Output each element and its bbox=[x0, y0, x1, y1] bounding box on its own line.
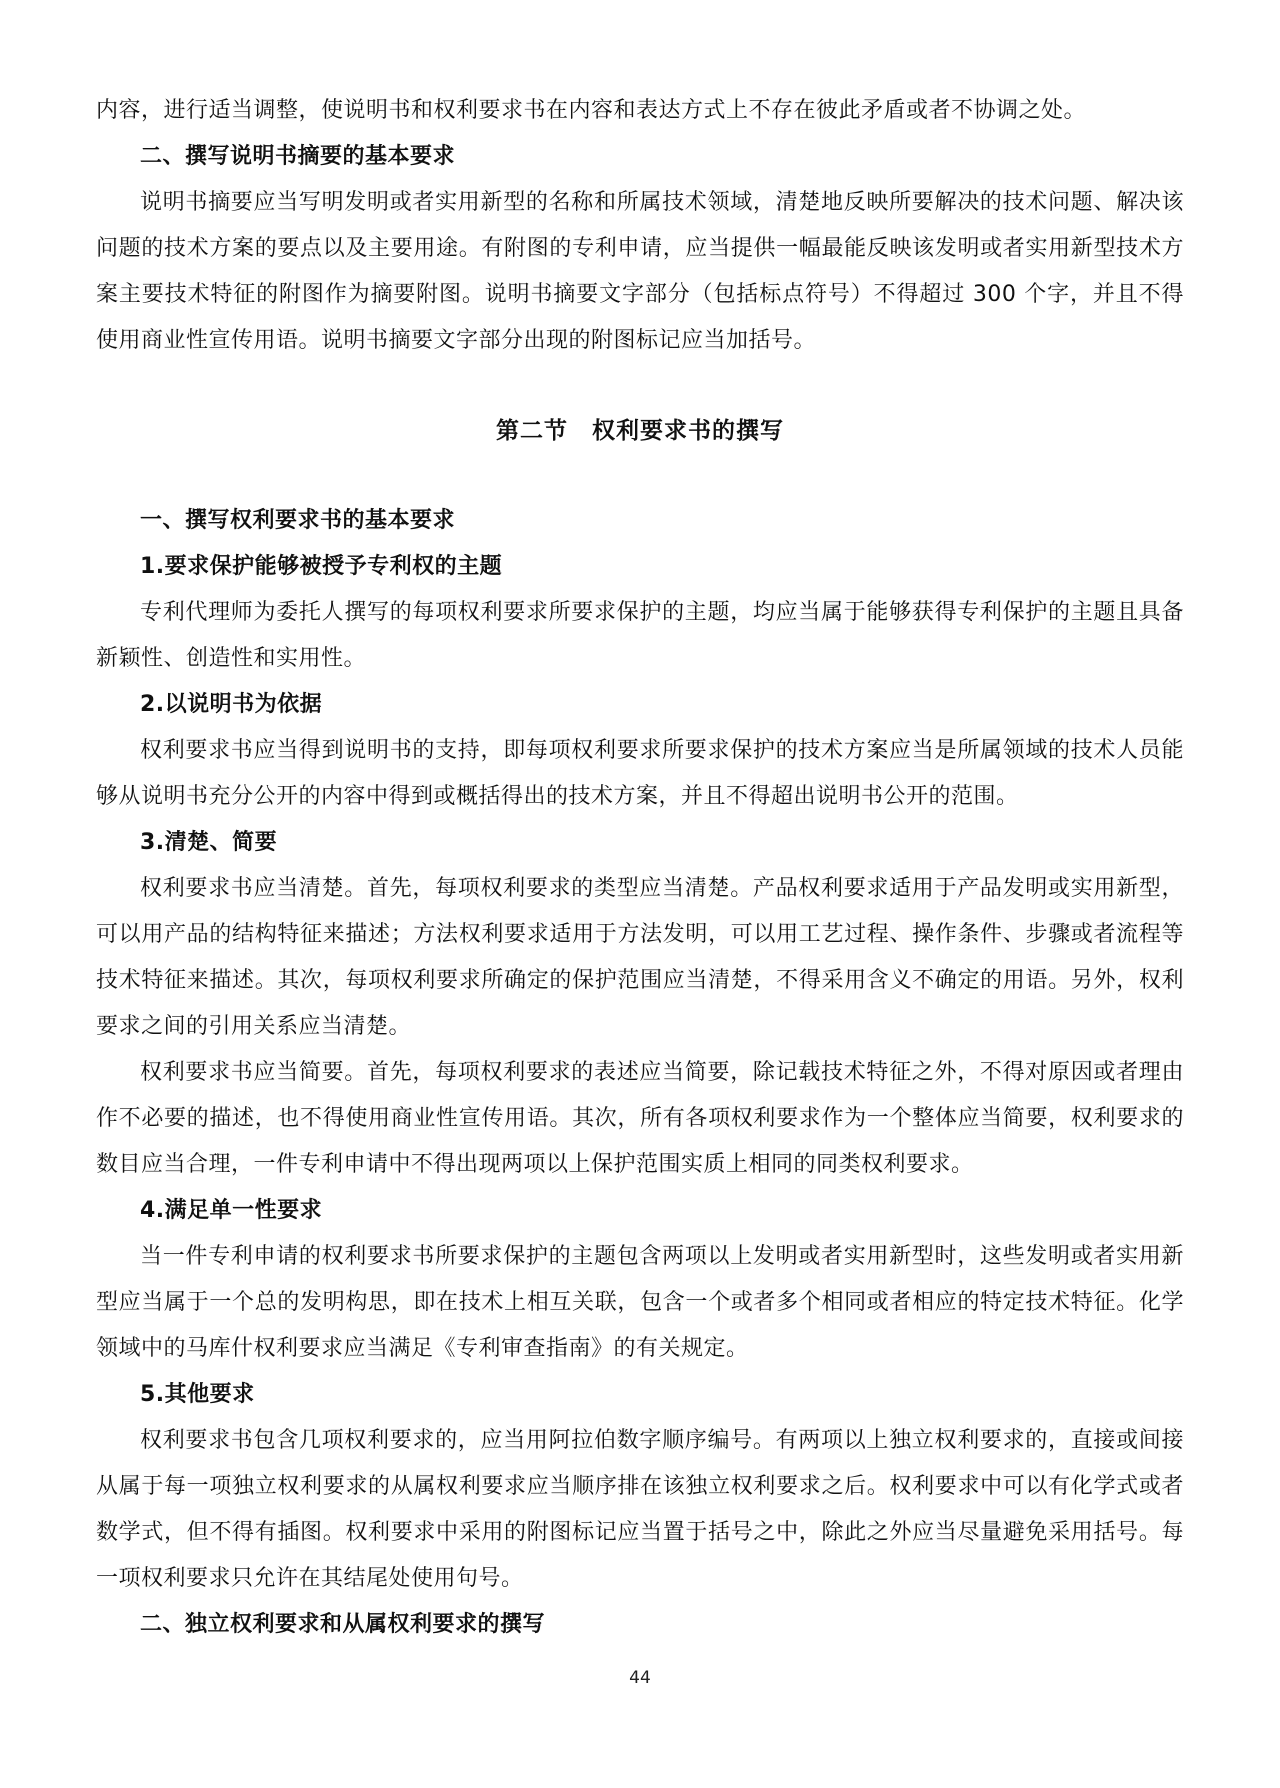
paragraph-other-requirements: 权利要求书包含几项权利要求的，应当用阿拉伯数字顺序编号。有两项以上独立权利要求的，直接或间接从属于每一项独立权利要求的从属权利要求应当顺序排在该独立权利要求之后。权利要求中可以有化学式或者数学式，但不得有插图。权利要求中采用的附图标记应当置于括号之中，除此之外应当尽量避免采用括号。每一项权利要求只允许在其结尾处使用句号。 bbox=[96, 1428, 1184, 1591]
heading-other-requirements: 5.其他要求 bbox=[140, 1382, 255, 1407]
page-number: 44 bbox=[629, 1668, 651, 1688]
heading-abstract-requirements: 二、撰写说明书摘要的基本要求 bbox=[140, 144, 456, 169]
paragraph-unity: 当一件专利申请的权利要求书所要求保护的主题包含两项以上发明或者实用新型时，这些发明或者实用新型应当属于一个总的发明构思，即在技术上相互关联，包含一个或者多个相同或者相应的特定技术特征。化学领域中的马库什权利要求应当满足《专利审查指南》的有关规定。 bbox=[96, 1244, 1184, 1361]
paragraph-clear: 权利要求书应当清楚。首先，每项权利要求的类型应当清楚。产品权利要求适用于产品发明或实用新型，可以用产品的结构特征来描述；方法权利要求适用于方法发明，可以用工艺过程、操作条件、步骤或者流程等技术特征来描述。其次，每项权利要求所确定的保护范围应当清楚，不得采用含义不确定的用语。另外，权利要求之间的引用关系应当清楚。 bbox=[96, 876, 1184, 1039]
spacer bbox=[96, 454, 1184, 498]
heading-subject-matter: 1.要求保护能够被授予专利权的主题 bbox=[140, 554, 503, 579]
heading-claims-basic-requirements: 一、撰写权利要求书的基本要求 bbox=[140, 508, 456, 533]
paragraph-continuation: 内容，进行适当调整，使说明书和权利要求书在内容和表达方式上不存在彼此矛盾或者不协调之处。 bbox=[96, 98, 1087, 123]
paragraph-abstract: 说明书摘要应当写明发明或者实用新型的名称和所属技术领域，清楚地反映所要解决的技术问题、解决该问题的技术方案的要点以及主要用途。有附图的专利申请，应当提供一幅最能反映该发明或者实用新型技术方案主要技术特征的附图作为摘要附图。说明书摘要文字部分（包括标点符号）不得超过 300 个字，并且不得使用商业性宣传用语。说明书摘要文字部分出现的附图标记应当加括号。 bbox=[96, 190, 1184, 353]
spacer bbox=[96, 364, 1184, 408]
paragraph-subject-matter: 专利代理师为委托人撰写的每项权利要求所要求保护的主题，均应当属于能够获得专利保护的主题且具备新颖性、创造性和实用性。 bbox=[96, 600, 1184, 671]
heading-unity: 4.满足单一性要求 bbox=[140, 1198, 323, 1223]
heading-supported-by-description: 2.以说明书为依据 bbox=[140, 692, 323, 717]
heading-independent-dependent-claims: 二、独立权利要求和从属权利要求的撰写 bbox=[140, 1612, 546, 1637]
heading-clear-concise: 3.清楚、简要 bbox=[140, 830, 278, 855]
section-title: 第二节 权利要求书的撰写 bbox=[496, 418, 784, 444]
paragraph-supported-by-description: 权利要求书应当得到说明书的支持，即每项权利要求所要求保护的技术方案应当是所属领域的技术人员能够从说明书充分公开的内容中得到或概括得出的技术方案，并且不得超出说明书公开的范围。 bbox=[96, 738, 1184, 809]
paragraph-concise: 权利要求书应当简要。首先，每项权利要求的表述应当简要，除记载技术特征之外，不得对原因或者理由作不必要的描述，也不得使用商业性宣传用语。其次，所有各项权利要求作为一个整体应当简要，权利要求的数目应当合理，一件专利申请中不得出现两项以上保护范围实质上相同的同类权利要求。 bbox=[96, 1060, 1184, 1177]
document-body bbox=[96, 88, 1184, 1648]
